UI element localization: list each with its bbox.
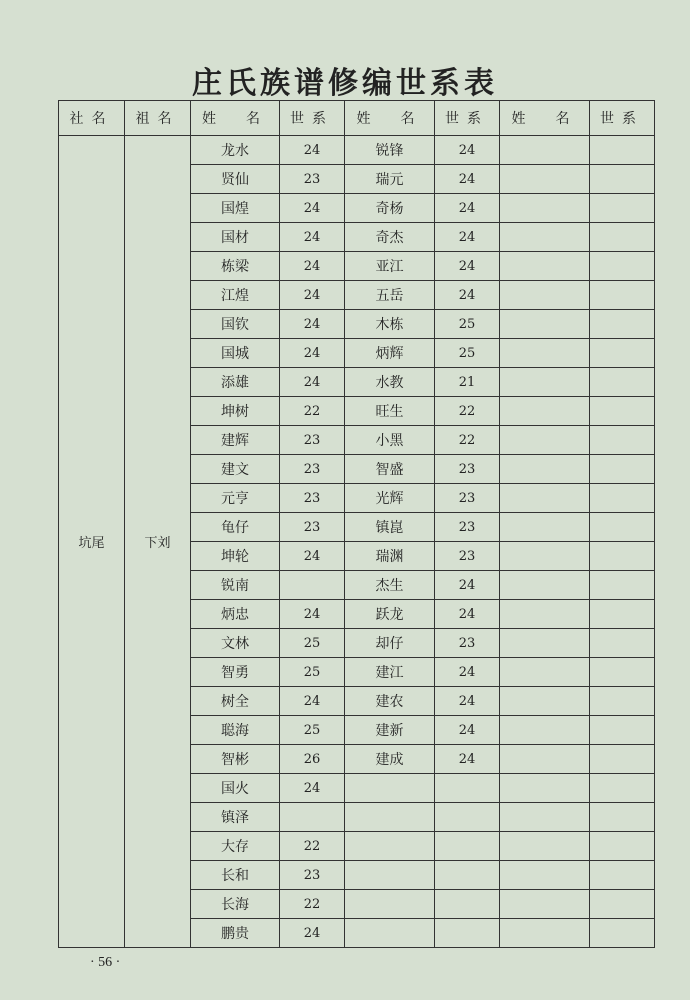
generation-cell: 23 (280, 513, 345, 542)
name-cell: 奇杨 (345, 194, 435, 223)
header-name-3: 姓 名 (500, 101, 590, 136)
name-cell: 坤轮 (191, 542, 280, 571)
name-cell (500, 310, 590, 339)
generation-cell (590, 223, 655, 252)
generation-cell: 24 (435, 165, 500, 194)
name-cell: 国煌 (191, 194, 280, 223)
generation-cell: 23 (435, 542, 500, 571)
generation-cell (590, 919, 655, 948)
name-cell: 龙水 (191, 136, 280, 165)
name-cell: 聪海 (191, 716, 280, 745)
name-cell (500, 571, 590, 600)
generation-cell (590, 745, 655, 774)
generation-cell: 23 (280, 165, 345, 194)
generation-cell: 25 (280, 629, 345, 658)
name-cell (500, 861, 590, 890)
name-cell: 木栋 (345, 310, 435, 339)
generation-cell: 24 (280, 542, 345, 571)
name-cell (500, 687, 590, 716)
generation-cell: 23 (435, 629, 500, 658)
name-cell: 旺生 (345, 397, 435, 426)
generation-cell: 21 (435, 368, 500, 397)
name-cell: 锐锋 (345, 136, 435, 165)
generation-cell (435, 890, 500, 919)
name-cell: 国材 (191, 223, 280, 252)
name-cell (500, 890, 590, 919)
generation-cell (435, 861, 500, 890)
generation-cell: 25 (280, 658, 345, 687)
generation-cell (590, 165, 655, 194)
name-cell: 建新 (345, 716, 435, 745)
name-cell: 文林 (191, 629, 280, 658)
name-cell (500, 919, 590, 948)
generation-cell (590, 716, 655, 745)
generation-cell (280, 571, 345, 600)
generation-cell: 23 (280, 861, 345, 890)
name-cell: 长海 (191, 890, 280, 919)
name-cell: 鹏贵 (191, 919, 280, 948)
generation-cell: 24 (280, 136, 345, 165)
header-gen-2: 世系 (435, 101, 500, 136)
generation-cell: 24 (280, 310, 345, 339)
name-cell (500, 716, 590, 745)
name-cell (500, 281, 590, 310)
generation-cell: 24 (280, 774, 345, 803)
name-cell: 贤仙 (191, 165, 280, 194)
name-cell: 却仔 (345, 629, 435, 658)
generation-cell (590, 513, 655, 542)
generation-cell: 24 (280, 600, 345, 629)
name-cell: 瑞元 (345, 165, 435, 194)
generation-cell: 24 (435, 223, 500, 252)
generation-cell: 24 (435, 600, 500, 629)
name-cell (500, 542, 590, 571)
name-cell: 建农 (345, 687, 435, 716)
name-cell: 坤树 (191, 397, 280, 426)
generation-cell: 24 (435, 745, 500, 774)
generation-cell (435, 919, 500, 948)
name-cell (500, 165, 590, 194)
generation-cell (590, 426, 655, 455)
generation-cell (590, 571, 655, 600)
page-number: · 56 · (90, 955, 121, 970)
generation-cell: 24 (435, 252, 500, 281)
generation-cell: 24 (435, 194, 500, 223)
name-cell: 建成 (345, 745, 435, 774)
name-cell (500, 629, 590, 658)
generation-cell (590, 861, 655, 890)
generation-cell (590, 368, 655, 397)
name-cell (500, 223, 590, 252)
generation-cell: 25 (280, 716, 345, 745)
generation-cell: 24 (435, 136, 500, 165)
generation-cell: 24 (435, 658, 500, 687)
name-cell (345, 919, 435, 948)
name-cell: 建江 (345, 658, 435, 687)
generation-cell (590, 194, 655, 223)
header-gen-3: 世系 (590, 101, 655, 136)
name-cell: 龟仔 (191, 513, 280, 542)
page-title: 庄氏族谱修编世系表 (192, 66, 498, 101)
name-cell: 光辉 (345, 484, 435, 513)
generation-cell (280, 803, 345, 832)
header-gen-1: 世系 (280, 101, 345, 136)
generation-cell: 24 (280, 281, 345, 310)
name-cell (345, 803, 435, 832)
generation-cell: 24 (280, 194, 345, 223)
name-cell: 长和 (191, 861, 280, 890)
name-cell: 添雄 (191, 368, 280, 397)
generation-cell (590, 484, 655, 513)
table-row (59, 136, 655, 165)
generation-cell (435, 803, 500, 832)
genealogy-table (58, 100, 655, 948)
generation-cell: 25 (435, 339, 500, 368)
name-cell: 瑞渊 (345, 542, 435, 571)
generation-cell: 24 (280, 368, 345, 397)
generation-cell (590, 252, 655, 281)
generation-cell (590, 774, 655, 803)
name-cell: 奇杰 (345, 223, 435, 252)
name-cell: 国火 (191, 774, 280, 803)
name-cell (500, 774, 590, 803)
generation-cell (590, 339, 655, 368)
generation-cell (590, 600, 655, 629)
name-cell: 建文 (191, 455, 280, 484)
name-cell: 智勇 (191, 658, 280, 687)
generation-cell: 22 (280, 397, 345, 426)
name-cell: 建辉 (191, 426, 280, 455)
generation-cell: 23 (280, 455, 345, 484)
generation-cell: 22 (280, 832, 345, 861)
generation-cell: 25 (435, 310, 500, 339)
name-cell (500, 194, 590, 223)
generation-cell (590, 281, 655, 310)
generation-cell (435, 774, 500, 803)
name-cell: 智彬 (191, 745, 280, 774)
generation-cell: 23 (435, 484, 500, 513)
name-cell: 镇崑 (345, 513, 435, 542)
name-cell: 元亨 (191, 484, 280, 513)
name-cell (500, 252, 590, 281)
generation-cell: 22 (280, 890, 345, 919)
header-row (59, 101, 655, 136)
name-cell (345, 890, 435, 919)
generation-cell: 23 (280, 484, 345, 513)
name-cell (500, 513, 590, 542)
name-cell: 杰生 (345, 571, 435, 600)
generation-cell (590, 542, 655, 571)
generation-cell (590, 136, 655, 165)
generation-cell: 23 (435, 455, 500, 484)
generation-cell (590, 397, 655, 426)
name-cell: 亚江 (345, 252, 435, 281)
generation-cell: 24 (280, 919, 345, 948)
name-cell: 炳忠 (191, 600, 280, 629)
generation-cell (590, 658, 655, 687)
generation-cell: 22 (435, 426, 500, 455)
header-name-2: 姓 名 (345, 101, 435, 136)
name-cell (345, 774, 435, 803)
name-cell: 五岳 (345, 281, 435, 310)
generation-cell (590, 890, 655, 919)
generation-cell (590, 629, 655, 658)
generation-cell: 24 (435, 716, 500, 745)
name-cell (345, 861, 435, 890)
generation-cell: 22 (435, 397, 500, 426)
name-cell: 锐南 (191, 571, 280, 600)
generation-cell: 24 (435, 281, 500, 310)
generation-cell: 23 (435, 513, 500, 542)
generation-cell: 26 (280, 745, 345, 774)
generation-cell: 24 (280, 252, 345, 281)
generation-cell (590, 803, 655, 832)
name-cell: 栋梁 (191, 252, 280, 281)
generation-cell (590, 455, 655, 484)
name-cell: 炳辉 (345, 339, 435, 368)
generation-cell: 24 (280, 339, 345, 368)
generation-cell (590, 832, 655, 861)
name-cell (500, 397, 590, 426)
name-cell (500, 339, 590, 368)
name-cell (500, 658, 590, 687)
generation-cell (590, 310, 655, 339)
name-cell (500, 455, 590, 484)
name-cell: 树全 (191, 687, 280, 716)
name-cell: 智盛 (345, 455, 435, 484)
generation-cell: 24 (280, 687, 345, 716)
generation-cell: 24 (435, 687, 500, 716)
generation-cell (590, 687, 655, 716)
generation-cell: 24 (280, 223, 345, 252)
name-cell (500, 600, 590, 629)
name-cell (500, 484, 590, 513)
name-cell: 镇泽 (191, 803, 280, 832)
name-cell: 国钦 (191, 310, 280, 339)
name-cell (500, 803, 590, 832)
generation-cell: 24 (435, 571, 500, 600)
name-cell: 水教 (345, 368, 435, 397)
name-cell (500, 426, 590, 455)
name-cell: 大存 (191, 832, 280, 861)
header-zu-name: 祖名 (125, 101, 191, 136)
header-she-name: 社名 (59, 101, 125, 136)
generation-cell (435, 832, 500, 861)
name-cell: 江煌 (191, 281, 280, 310)
name-cell: 国城 (191, 339, 280, 368)
name-cell (500, 136, 590, 165)
name-cell (500, 832, 590, 861)
name-cell (500, 745, 590, 774)
she-name-cell: 坑尾 (59, 136, 125, 948)
zu-name-cell: 下刘 (125, 136, 191, 948)
name-cell: 跃龙 (345, 600, 435, 629)
name-cell (500, 368, 590, 397)
header-name-1: 姓 名 (191, 101, 280, 136)
generation-cell: 23 (280, 426, 345, 455)
name-cell: 小黑 (345, 426, 435, 455)
name-cell (345, 832, 435, 861)
